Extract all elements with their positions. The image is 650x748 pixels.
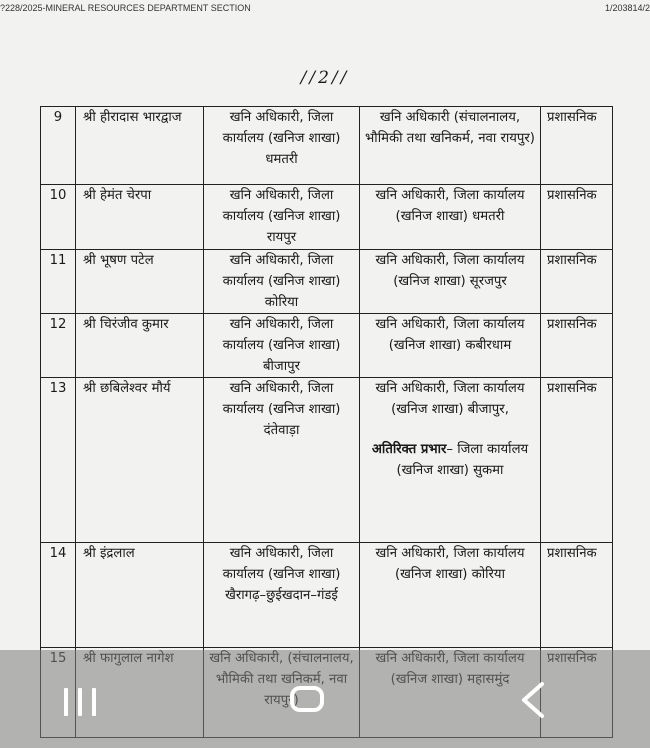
officer-name: श्री छबिलेश्वर मौर्य xyxy=(76,378,204,543)
current-posting: खनि अधिकारी, जिला कार्यालय (खनिज शाखा) कोरिया xyxy=(204,250,360,314)
current-posting: खनि अधिकारी, जिला कार्यालय (खनिज शाखा) बीजापुर xyxy=(204,314,360,378)
officer-name: श्री इंद्रलाल xyxy=(76,543,204,648)
recent-apps-icon[interactable] xyxy=(64,688,100,716)
table-row xyxy=(41,250,613,314)
page-number: //2// xyxy=(300,68,350,88)
transfer-type: प्रशासनिक xyxy=(541,107,613,185)
new-posting: खनि अधिकारी, जिला कार्यालय (खनिज शाखा) बीजापुर, xyxy=(375,381,525,417)
transfer-type: प्रशासनिक xyxy=(541,378,613,543)
document-header xyxy=(0,0,650,16)
officer-name: श्री भूषण पटेल xyxy=(76,250,204,314)
table-row xyxy=(41,314,613,378)
table-row xyxy=(41,543,613,648)
serial-number: 11 xyxy=(41,250,76,314)
table-row xyxy=(41,185,613,250)
serial-number: 10 xyxy=(41,185,76,250)
table-row xyxy=(41,107,613,185)
new-posting: खनि अधिकारी, जिला कार्यालय (खनिज शाखा) धमतरी xyxy=(360,185,541,250)
officer-name: श्री हेमंत चेरपा xyxy=(76,185,204,250)
back-icon[interactable] xyxy=(518,680,548,720)
serial-number: 9 xyxy=(41,107,76,185)
new-posting: खनि अधिकारी, जिला कार्यालय (खनिज शाखा) सूरजपुर xyxy=(360,250,541,314)
additional-charge-text: – जिला कार्यालय (खनिज शाखा) सुकमा xyxy=(396,442,529,478)
transfer-type: प्रशासनिक xyxy=(541,314,613,378)
new-posting-cell xyxy=(360,378,541,543)
transfer-type: प्रशासनिक xyxy=(541,250,613,314)
additional-charge-label: अतिरिक्त प्रभार xyxy=(371,442,447,457)
current-posting: खनि अधिकारी, जिला कार्यालय (खनिज शाखा) खैरागढ़–छुईखदान–गंडई xyxy=(204,543,360,648)
current-posting: खनि अधिकारी, जिला कार्यालय (खनिज शाखा) रायपुर xyxy=(204,185,360,250)
serial-number: 13 xyxy=(41,378,76,543)
new-posting: खनि अधिकारी, जिला कार्यालय (खनिज शाखा) कोरिया xyxy=(360,543,541,648)
serial-number: 14 xyxy=(41,543,76,648)
serial-number: 12 xyxy=(41,314,76,378)
transfer-type: प्रशासनिक xyxy=(541,543,613,648)
current-posting: खनि अधिकारी, जिला कार्यालय (खनिज शाखा) दंतेवाड़ा xyxy=(204,378,360,543)
transfer-type: प्रशासनिक xyxy=(541,185,613,250)
header-left-text: ?228/2025-MINERAL RESOURCES DEPARTMENT SECTION xyxy=(0,3,251,13)
new-posting: खनि अधिकारी (संचालनालय, भौमिकी तथा खनिकर्म, नवा रायपुर) xyxy=(360,107,541,185)
home-icon[interactable] xyxy=(290,686,324,712)
header-right-text: 1/203814/2 xyxy=(604,3,650,13)
transfer-table xyxy=(40,106,613,738)
officer-name: श्री चिरंजीव कुमार xyxy=(76,314,204,378)
table-row xyxy=(41,378,613,543)
officer-name: श्री हीरादास भारद्वाज xyxy=(76,107,204,185)
current-posting: खनि अधिकारी, जिला कार्यालय (खनिज शाखा) धमतरी xyxy=(204,107,360,185)
additional-charge xyxy=(364,439,536,481)
new-posting: खनि अधिकारी, जिला कार्यालय (खनिज शाखा) कबीरधाम xyxy=(360,314,541,378)
